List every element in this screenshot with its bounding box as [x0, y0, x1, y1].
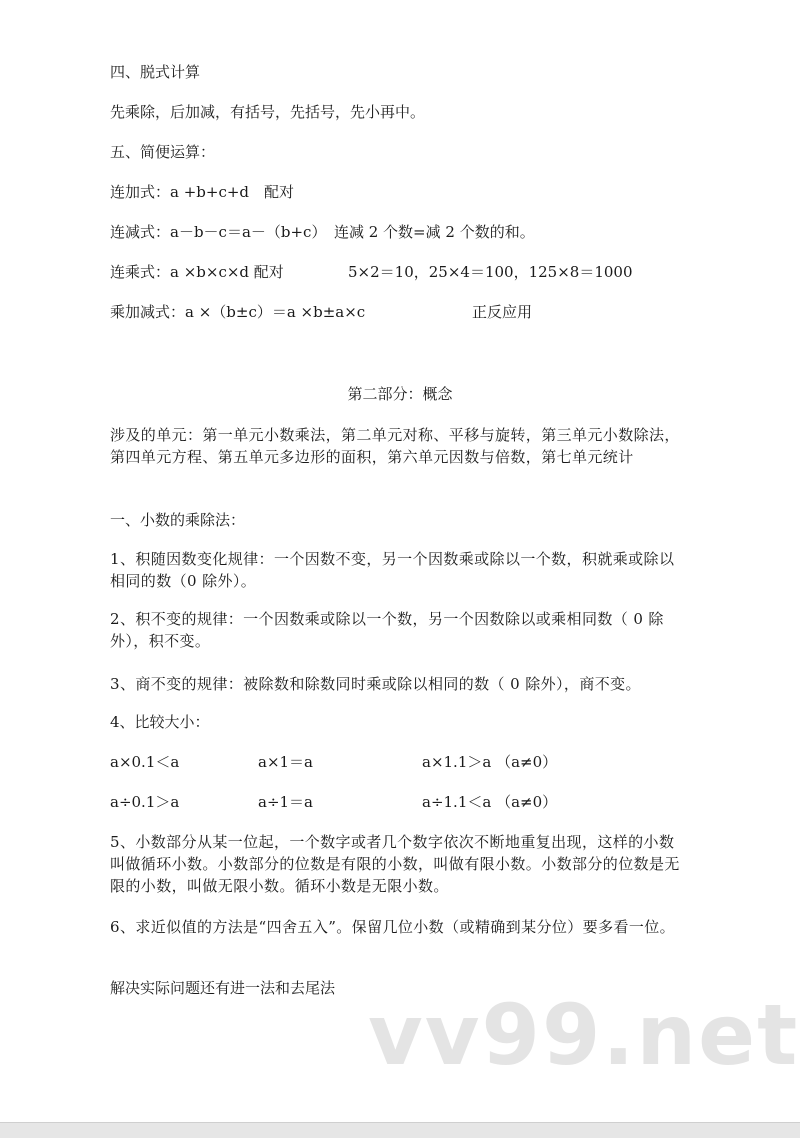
section4-title: 四、脱式计算: [110, 63, 201, 81]
rule-5: 5、小数部分从某一位起，一个数字或者几个数字依次不断地重复出现，这样的小数叫做循环小数。小数部分的位数是有限的小数，叫做有限小数。小数部分的位数是无限的小数，叫做无限小数。循环小数是无限小数。: [110, 833, 680, 895]
rule-1: 1、积随因数变化规律：一个因数不变，另一个因数乘或除以一个数，积就乘或除以相同的数（0 除外）。: [110, 550, 675, 590]
consecutive-subtract-line: 连减式：a－b－c＝a－（b+c） 连减 2 个数=减 2 个数的和。: [110, 223, 535, 241]
bottom-scrollbar[interactable]: [0, 1122, 800, 1138]
compare-r1-c3: a×1.1＞a （a≠0）: [422, 753, 558, 771]
reverse-application-note: 正反应用: [472, 303, 533, 321]
section5-title: 五、简便运算：: [110, 143, 216, 161]
final-note: 解决实际问题还有进一法和去尾法: [110, 979, 336, 997]
section4-text: 先乘除，后加减，有括号，先括号，先小再中。: [110, 103, 426, 121]
compare-r2-c3: a÷1.1＜a （a≠0）: [422, 793, 558, 811]
distributive-line: 乘加减式：a ×（b±c）＝a ×b±a×c: [110, 303, 366, 321]
decimal-mult-div-title: 一、小数的乘除法：: [110, 511, 246, 529]
compare-r1-c2: a×1＝a: [258, 753, 313, 771]
compare-r2-c2: a÷1＝a: [258, 793, 313, 811]
rule-6: 6、求近似值的方法是“四舍五入”。保留几位小数（或精确到某分位）要多看一位。: [110, 918, 676, 936]
part2-heading: 第二部分：概念: [347, 385, 453, 403]
rule-2: 2、积不变的规律：一个因数乘或除以一个数，另一个因数除以或乘相同数（ 0 除外），积不变。: [110, 610, 664, 650]
compare-r1-c1: a×0.1＜a: [110, 753, 180, 771]
units-paragraph: 涉及的单元：第一单元小数乘法，第二单元对称、平移与旋转，第三单元小数除法，第四单元方程、第五单元多边形的面积，第六单元因数与倍数，第七单元统计: [110, 426, 680, 466]
rule-4-title: 4、比较大小：: [110, 713, 210, 731]
consecutive-multiply-line: 连乘式：a ×b×c×d 配对: [110, 263, 284, 281]
compare-r2-c1: a÷0.1＞a: [110, 793, 180, 811]
multiply-examples: 5×2＝10，25×4＝100，125×8＝1000: [348, 263, 633, 281]
watermark: vv99.net: [368, 986, 800, 1084]
consecutive-add-line: 连加式：a +b+c+d 配对: [110, 183, 295, 201]
rule-3: 3、商不变的规律：被除数和除数同时乘或除以相同的数（ 0 除外），商不变。: [110, 675, 641, 693]
